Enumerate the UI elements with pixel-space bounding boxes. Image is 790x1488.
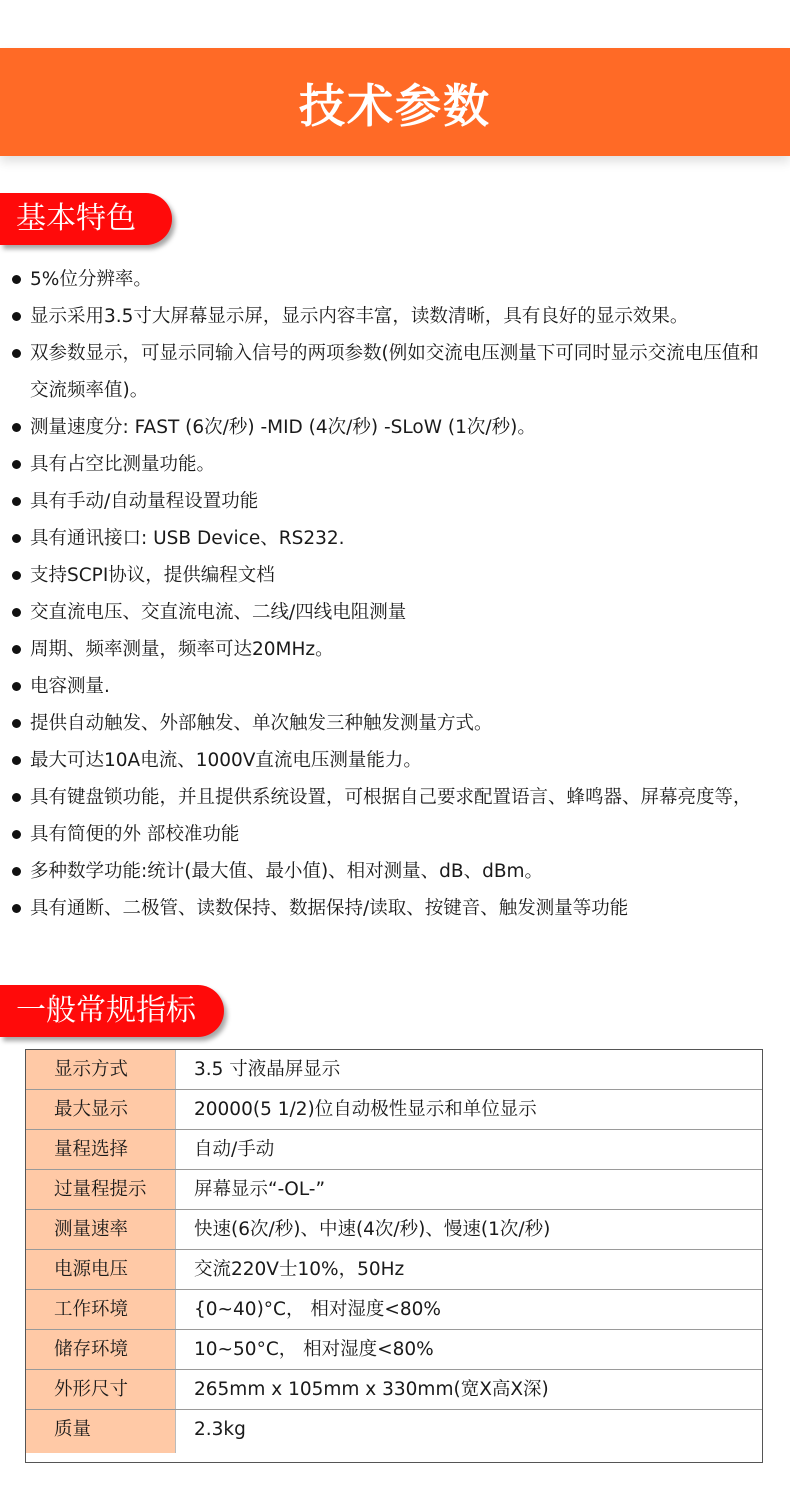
bullet-icon	[12, 571, 21, 580]
feature-item: 交直流电压、交直流电流、二线/四线电阻测量	[0, 594, 790, 631]
table-row	[26, 1410, 762, 1453]
bullet-icon	[12, 719, 21, 728]
bullet-icon	[12, 756, 21, 765]
spec-label: 过量程提示	[26, 1170, 176, 1209]
table-row	[26, 1330, 762, 1370]
bullet-icon	[12, 645, 21, 654]
table-row	[26, 1210, 762, 1250]
spec-label: 储存环境	[26, 1330, 176, 1369]
table-row	[26, 1090, 762, 1130]
bullet-icon	[12, 608, 21, 617]
bullet-icon	[12, 830, 21, 839]
spec-label: 最大显示	[26, 1090, 176, 1129]
spec-label: 外形尺寸	[26, 1370, 176, 1409]
feature-item: 测量速度分: FAST (6次/秒) -MID (4次/秒) -SLoW (1次/秒)。	[0, 409, 790, 446]
feature-item: 多种数学功能:统计(最大值、最小值)、相对测量、dB、dBm。	[0, 853, 790, 890]
feature-item: 具有手动/自动量程设置功能	[0, 483, 790, 520]
spec-label: 工作环境	[26, 1290, 176, 1329]
feature-item: 具有占空比测量功能。	[0, 446, 790, 483]
spec-value: 快速(6次/秒)、中速(4次/秒)、慢速(1次/秒)	[194, 1219, 551, 1240]
bullet-icon	[12, 534, 21, 543]
spec-label: 质量	[26, 1410, 176, 1453]
feature-item: 支持SCPI协议，提供编程文档	[0, 557, 790, 594]
spec-value: 自动/手动	[194, 1139, 275, 1160]
bullet-icon	[12, 423, 21, 432]
feature-item: 周期、频率测量，频率可达20MHz。	[0, 631, 790, 668]
spec-label: 电源电压	[26, 1250, 176, 1289]
spec-value: 交流220V士10%，50Hz	[194, 1259, 405, 1280]
table-row	[26, 1130, 762, 1170]
feature-list	[0, 261, 790, 927]
table-row	[26, 1250, 762, 1290]
spec-label: 测量速率	[26, 1210, 176, 1249]
spec-value: 屏幕显示“-OL-”	[194, 1179, 326, 1200]
table-row	[26, 1290, 762, 1330]
feature-item: 具有通讯接口: USB Device、RS232.	[0, 520, 790, 557]
feature-item: 最大可达10A电流、1000V直流电压测量能力。	[0, 742, 790, 779]
spec-label: 显示方式	[26, 1050, 176, 1089]
spec-label: 量程选择	[26, 1130, 176, 1169]
bullet-icon	[12, 497, 21, 506]
bullet-icon	[12, 793, 21, 802]
section-title-basic-features: 基本特色	[0, 193, 172, 245]
spec-value: 20000(5 1/2)位自动极性显示和单位显示	[194, 1099, 537, 1120]
feature-item: 显示采用3.5寸大屏幕显示屏，显示内容丰富，读数清晰，具有良好的显示效果。	[0, 298, 790, 335]
feature-item: 双参数显示，可显示同输入信号的两项参数(例如交流电压测量下可同时显示交流电压值和交流频率值)。	[0, 335, 790, 409]
page-title: 技术参数	[299, 79, 491, 133]
bullet-icon	[12, 312, 21, 321]
feature-item: 具有简便的外 部校准功能	[0, 816, 790, 853]
bullet-icon	[12, 275, 21, 284]
bullet-icon	[12, 867, 21, 876]
table-row	[26, 1170, 762, 1210]
bullet-icon	[12, 904, 21, 913]
table-row	[26, 1370, 762, 1410]
spec-value: 2.3kg	[194, 1419, 246, 1440]
feature-item: 提供自动触发、外部触发、单次触发三种触发测量方式。	[0, 705, 790, 742]
section-title-general-specs: 一般常规指标	[0, 985, 224, 1037]
spec-value: 3.5 寸液晶屏显示	[194, 1059, 341, 1080]
feature-item: 5%位分辨率。	[0, 261, 790, 298]
header-banner	[0, 48, 790, 156]
spec-value: 265mm x 105mm x 330mm(宽X高X深)	[194, 1379, 549, 1400]
spec-value: 10~50°C， 相对湿度<80%	[194, 1339, 434, 1360]
spec-value: {0~40)°C， 相对湿度<80%	[194, 1299, 441, 1320]
feature-item: 电容测量.	[0, 668, 790, 705]
table-row	[26, 1050, 762, 1090]
bullet-icon	[12, 682, 21, 691]
feature-item: 具有通断、二极管、读数保持、数据保持/读取、按键音、触发测量等功能	[0, 890, 790, 927]
bullet-icon	[12, 460, 21, 469]
bullet-icon	[12, 349, 21, 358]
spec-table	[25, 1049, 763, 1463]
feature-item: 具有键盘锁功能，并且提供系统设置，可根据自己要求配置语言、蜂鸣器、屏幕亮度等，	[0, 779, 790, 816]
